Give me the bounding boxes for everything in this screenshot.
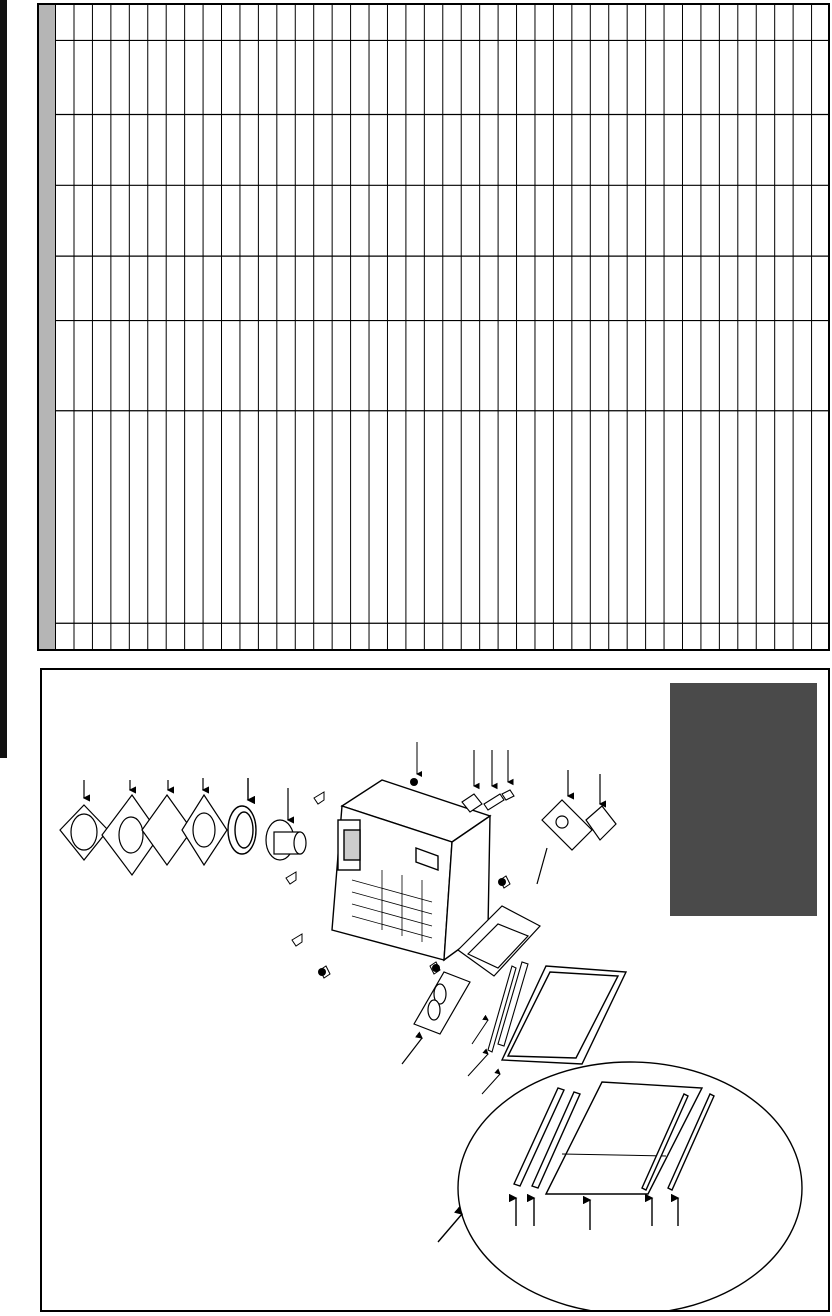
parts-list-table bbox=[37, 3, 830, 651]
collar-ring bbox=[228, 778, 256, 854]
cover-plate-holes bbox=[182, 778, 227, 865]
control-valve-assembly bbox=[537, 770, 592, 884]
flue-adapter bbox=[266, 788, 306, 860]
parts-table-grid bbox=[56, 5, 830, 649]
page-edge-tab bbox=[0, 0, 7, 758]
small-plates bbox=[462, 750, 514, 812]
control-access-panel bbox=[402, 972, 470, 1064]
detail-callout bbox=[438, 1062, 802, 1310]
table-header-shade bbox=[39, 5, 56, 649]
exploded-parts-diagram bbox=[40, 668, 830, 1312]
gas-log-set-photo bbox=[670, 683, 817, 916]
vent-gasket-ring bbox=[60, 780, 108, 860]
cover-plate-plain bbox=[142, 780, 192, 865]
